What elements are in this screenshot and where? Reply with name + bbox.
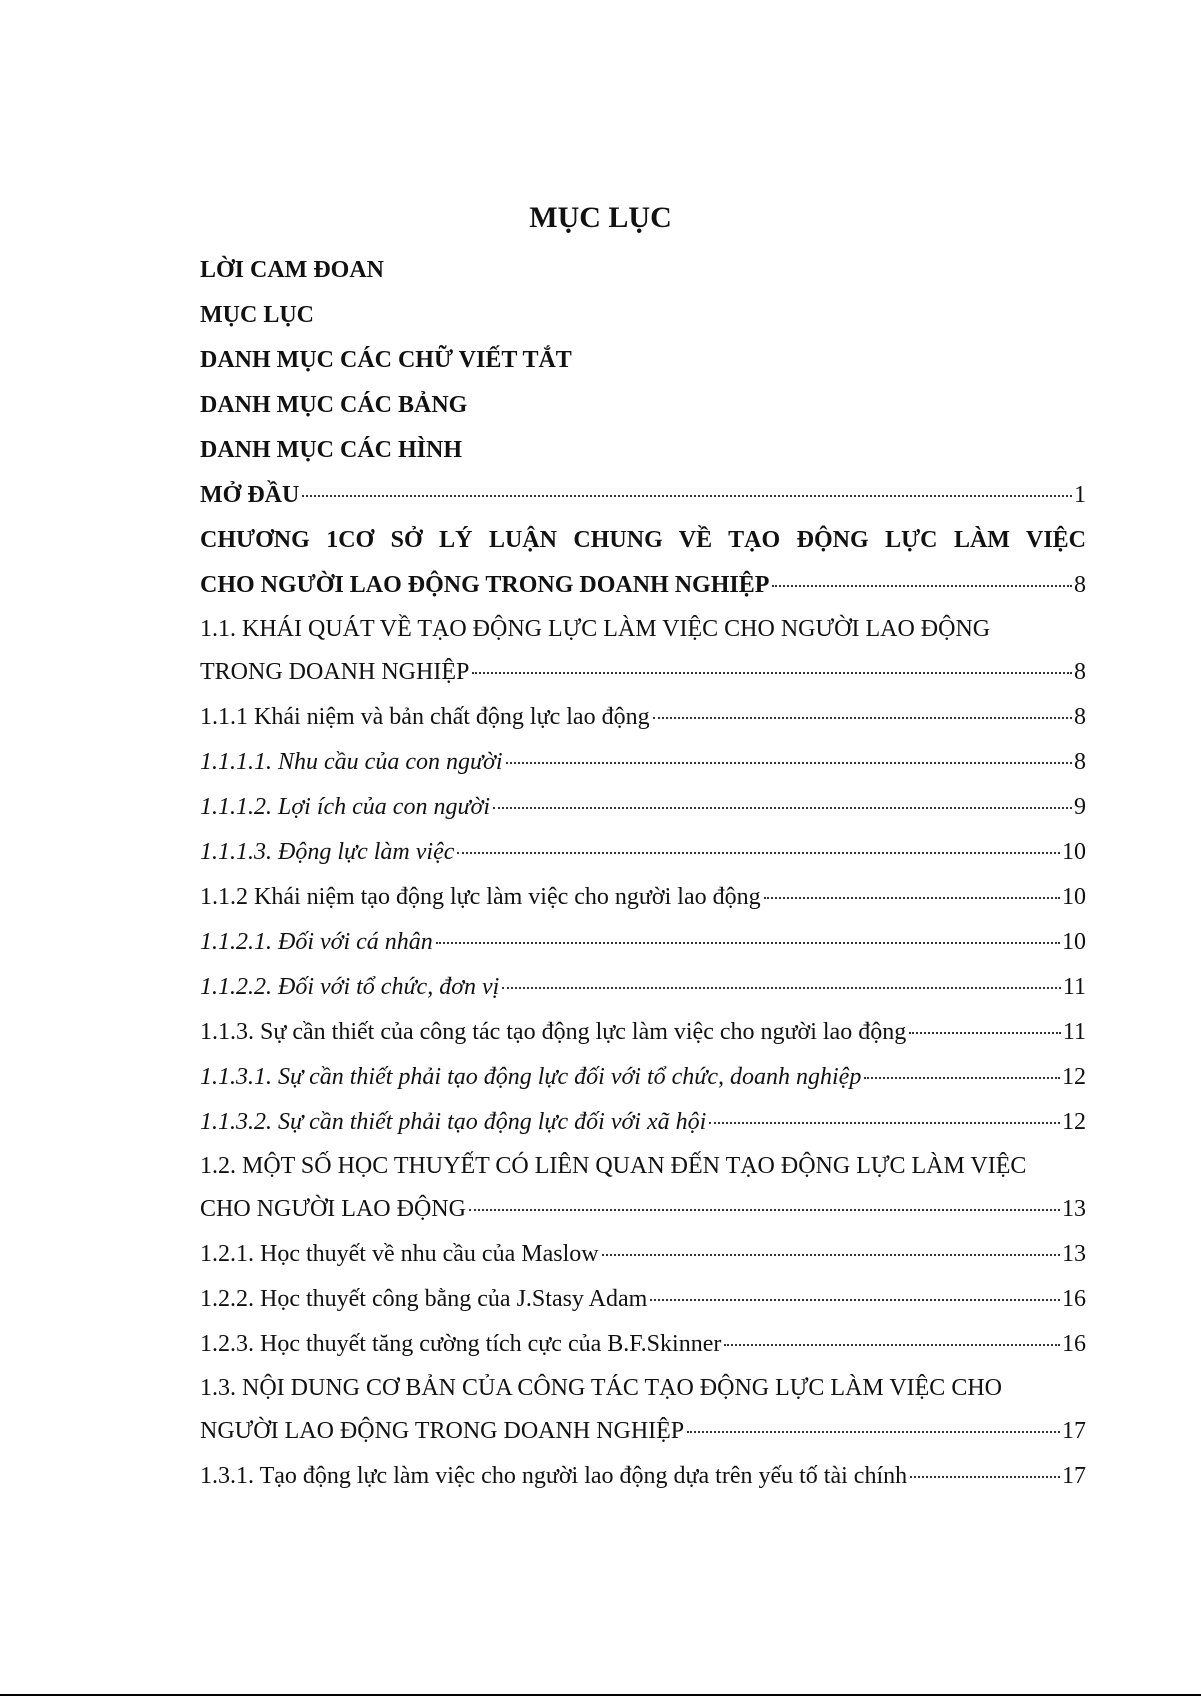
dot-leader: [772, 585, 1072, 587]
toc-entry-text: 1.1.3.2. Sự cần thiết phải tạo động lực đối với xã hội: [200, 1109, 707, 1135]
toc-entry[interactable]: [200, 1010, 1086, 1055]
toc-entry[interactable]: [200, 1055, 1086, 1100]
toc-entry-text: CHƯƠNG 1CƠ SỞ LÝ LUẬN CHUNG VỀ TẠO ĐỘNG LỰC LÀM VIỆC: [200, 527, 1086, 553]
toc-page-number: 17: [1062, 1418, 1086, 1444]
toc-page-number: 13: [1062, 1196, 1086, 1222]
toc-page-number: 8: [1074, 659, 1086, 685]
toc-entry[interactable]: [200, 1277, 1086, 1322]
toc-entry-text: DANH MỤC CÁC BẢNG: [200, 392, 468, 418]
toc-entry[interactable]: [200, 428, 1086, 473]
toc-entry-text: MỤC LỤC: [200, 302, 314, 328]
toc-entry-text: TRONG DOANH NGHIỆP: [200, 659, 470, 685]
toc-entry-text: 1.2.1. Học thuyết về nhu cầu của Maslow: [200, 1241, 599, 1267]
dot-leader: [469, 1209, 1060, 1211]
toc-entry[interactable]: [200, 920, 1086, 965]
toc-entry[interactable]: [200, 338, 1086, 383]
toc-entry-text: 1.3. NỘI DUNG CƠ BẢN CỦA CÔNG TÁC TẠO ĐỘNG LỰC LÀM VIỆC CHO: [200, 1375, 1002, 1401]
toc-entry-text: NGƯỜI LAO ĐỘNG TRONG DOANH NGHIỆP: [200, 1418, 685, 1444]
toc-entry-text: 1.1.3.1. Sự cần thiết phải tạo động lực đối với tổ chức, doanh nghiệp: [200, 1064, 862, 1090]
toc-page-number: 12: [1062, 1109, 1086, 1135]
dot-leader: [506, 762, 1072, 764]
dot-leader: [764, 897, 1060, 899]
dot-leader: [436, 942, 1060, 944]
toc-entry[interactable]: [200, 965, 1086, 1010]
toc-entry-text: 1.1.1.1. Nhu cầu của con người: [200, 749, 503, 775]
toc-entry[interactable]: [200, 293, 1086, 338]
toc-page-number: 16: [1062, 1286, 1086, 1312]
toc-entry-text: 1.3.1. Tạo động lực làm việc cho người lao động dựa trên yếu tố tài chính: [200, 1463, 908, 1489]
toc-entry-text: 1.2.3. Học thuyết tăng cường tích cực của B.F.Skinner: [200, 1331, 722, 1357]
toc-entry[interactable]: [200, 1232, 1086, 1277]
toc-page-number: 17: [1062, 1463, 1086, 1489]
toc-page-number: 13: [1062, 1241, 1086, 1267]
toc-entry[interactable]: [200, 248, 1086, 293]
toc-entry-text: CHO NGƯỜI LAO ĐỘNG: [200, 1196, 466, 1222]
dot-leader: [457, 852, 1060, 854]
toc-entry-text: 1.2. MỘT SỐ HỌC THUYẾT CÓ LIÊN QUAN ĐẾN TẠO ĐỘNG LỰC LÀM VIỆC: [200, 1153, 1027, 1179]
toc-entry-text: DANH MỤC CÁC HÌNH: [200, 437, 462, 463]
toc-entry-text: 1.1.2 Khái niệm tạo động lực làm việc cho người lao động: [200, 884, 761, 910]
toc-title: MỤC LỤC: [529, 201, 672, 234]
toc-entry[interactable]: [200, 785, 1086, 830]
toc-entry[interactable]: [200, 830, 1086, 875]
toc-entry[interactable]: [200, 608, 1086, 650]
toc-page-number: 16: [1062, 1331, 1086, 1357]
toc-entry-text: 1.2.2. Học thuyết công bằng của J.Stasy Adam: [200, 1286, 648, 1312]
dot-leader: [472, 672, 1072, 674]
dot-leader: [653, 717, 1072, 719]
toc-entry[interactable]: [200, 650, 1086, 695]
toc-entry-text: 1.1.2.2. Đối với tổ chức, đơn vị: [200, 974, 500, 1000]
toc-entry-text: 1.1.1.2. Lợi ích của con người: [200, 794, 491, 820]
toc-page-number: 10: [1062, 884, 1086, 910]
toc-page-number: 11: [1062, 1019, 1086, 1045]
toc-entry-text: LỜI CAM ĐOAN: [200, 257, 384, 283]
toc-entry[interactable]: [200, 563, 1086, 608]
dot-leader: [602, 1254, 1060, 1256]
toc-entry-text: CHO NGƯỜI LAO ĐỘNG TRONG DOANH NGHIỆP: [200, 572, 770, 598]
toc-entry[interactable]: [200, 1322, 1086, 1367]
dot-leader: [650, 1299, 1060, 1301]
toc-page-number: 8: [1074, 572, 1086, 598]
toc-entry-text: 1.1. KHÁI QUÁT VỀ TẠO ĐỘNG LỰC LÀM VIỆC CHO NGƯỜI LAO ĐỘNG: [200, 616, 991, 642]
toc-entry-text: 1.1.2.1. Đối với cá nhân: [200, 929, 433, 955]
dot-leader: [724, 1344, 1060, 1346]
dot-leader: [302, 495, 1072, 497]
toc-page-number: 11: [1062, 974, 1086, 1000]
toc-entry-text: 1.1.3. Sự cần thiết của công tác tạo động lực làm việc cho người lao động: [200, 1019, 907, 1045]
toc-entry[interactable]: [200, 1409, 1086, 1454]
dot-leader: [493, 807, 1072, 809]
toc-entry[interactable]: [200, 740, 1086, 785]
toc-entry[interactable]: [200, 695, 1086, 740]
toc-entry[interactable]: [200, 1100, 1086, 1145]
toc-page-number: 12: [1062, 1064, 1086, 1090]
toc-entry[interactable]: [200, 473, 1086, 518]
page-bottom-rule: [0, 1694, 1201, 1696]
dot-leader: [502, 987, 1061, 989]
table-of-contents: [200, 248, 1086, 1499]
toc-entry[interactable]: [200, 1367, 1086, 1409]
toc-page-number: 8: [1074, 749, 1086, 775]
toc-entry-text: DANH MỤC CÁC CHỮ VIẾT TẮT: [200, 347, 572, 373]
toc-page-number: 9: [1074, 794, 1086, 820]
toc-entry[interactable]: [200, 875, 1086, 920]
dot-leader: [909, 1032, 1061, 1034]
toc-entry[interactable]: [200, 383, 1086, 428]
toc-entry-text: 1.1.1 Khái niệm và bản chất động lực lao động: [200, 704, 650, 730]
toc-page-number: 10: [1062, 929, 1086, 955]
dot-leader: [864, 1077, 1060, 1079]
toc-entry[interactable]: [200, 1454, 1086, 1499]
toc-page-number: 8: [1074, 704, 1086, 730]
dot-leader: [709, 1122, 1060, 1124]
toc-page-number: 1: [1074, 482, 1086, 508]
toc-entry-text: 1.1.1.3. Động lực làm việc: [200, 839, 455, 865]
toc-entry-text: MỞ ĐẦU: [200, 482, 300, 508]
toc-entry[interactable]: [200, 518, 1086, 563]
toc-page-number: 10: [1062, 839, 1086, 865]
dot-leader: [910, 1476, 1060, 1478]
toc-entry[interactable]: [200, 1145, 1086, 1187]
toc-entry[interactable]: [200, 1187, 1086, 1232]
dot-leader: [687, 1431, 1060, 1433]
